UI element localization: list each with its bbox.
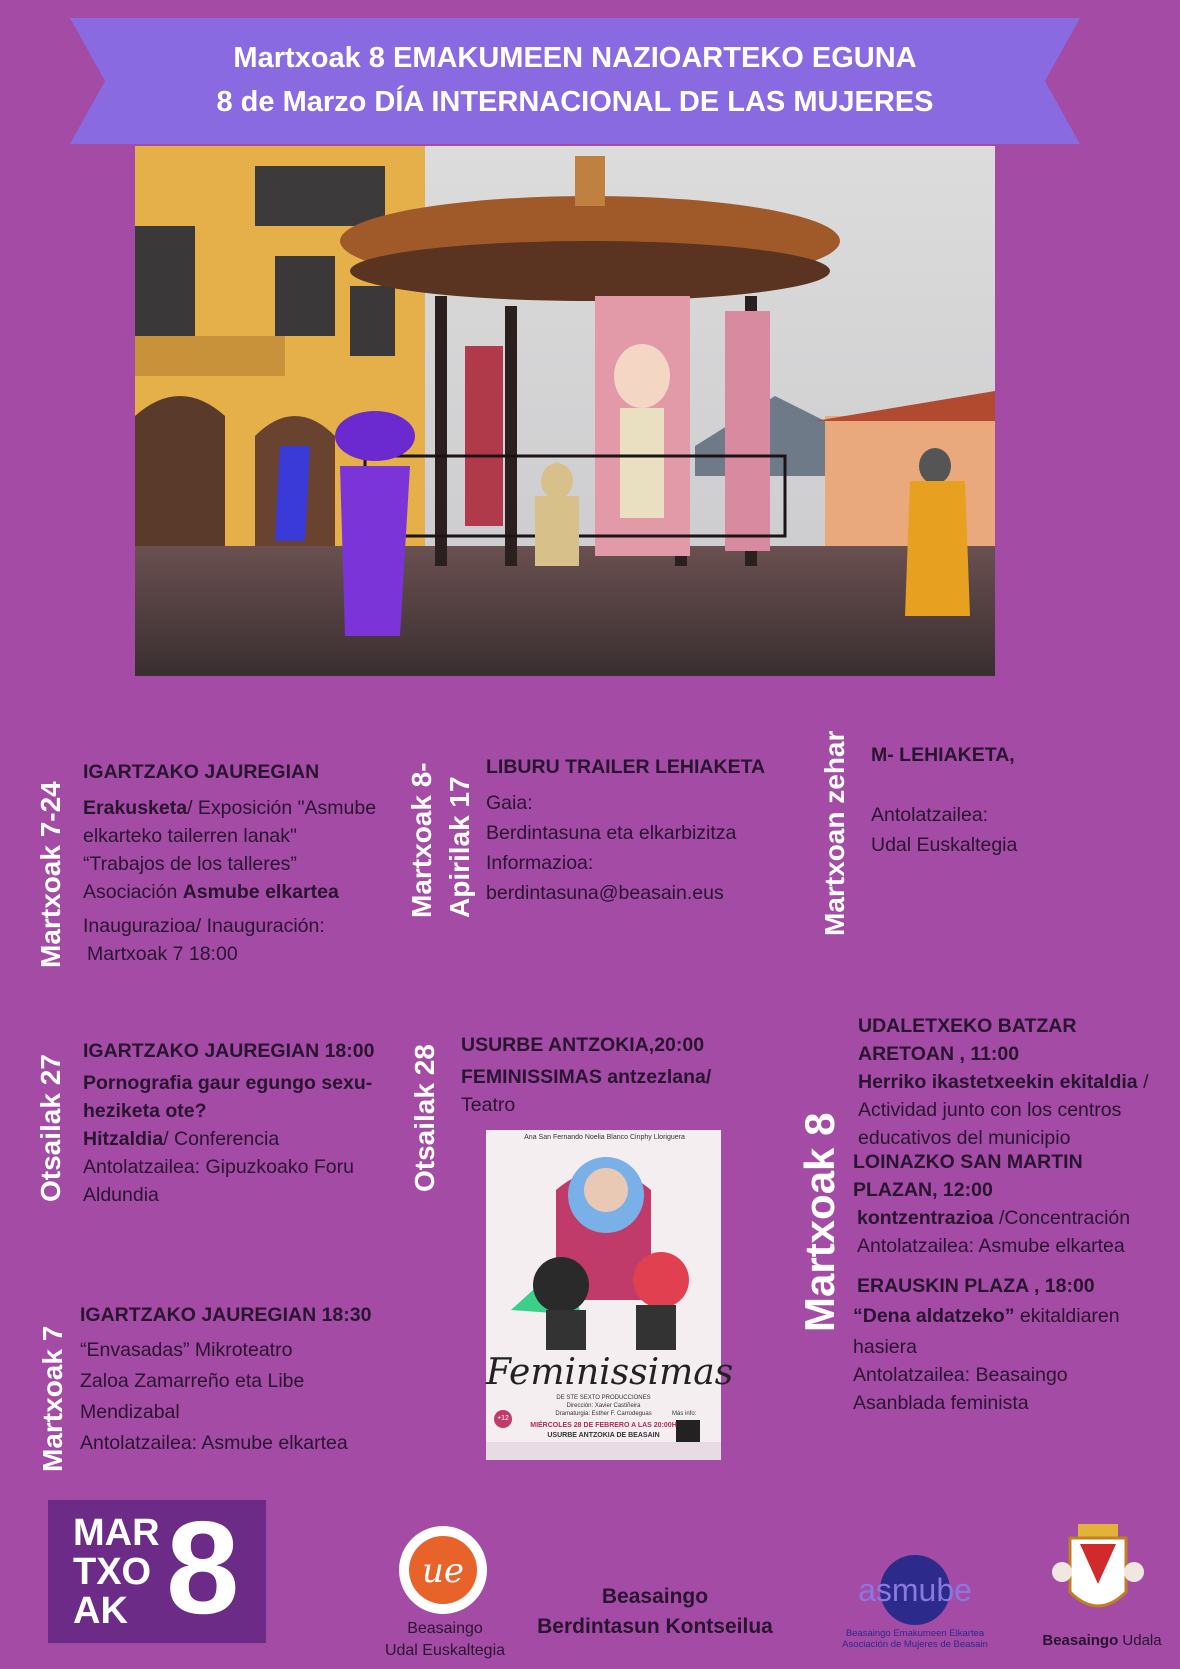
event-line: Antolatzailea: bbox=[871, 804, 989, 826]
event-title: M- LEHIAKETA, bbox=[871, 744, 1015, 766]
date-label-martxoan-zehar: Martxoan zehar bbox=[819, 730, 850, 936]
poster-age-badge: +12 bbox=[494, 1410, 512, 1428]
event-book-trailer bbox=[486, 752, 806, 908]
event-line: Pornografia gaur egungo sexu- bbox=[83, 1072, 373, 1094]
event-line: hasiera bbox=[853, 1336, 917, 1358]
equality-council: Beasaingo Berdintasun Kontseilua bbox=[537, 1585, 773, 1638]
event-line: Actividad junto con los centros bbox=[858, 1099, 1122, 1121]
event-line: “Trabajos de los talleres” bbox=[83, 853, 297, 875]
poster-credits: DE STE SEXTO PRODUCCIONES Dirección: Xavier Castiñeira Dramaturgia: Esther F. Carrodeguas bbox=[555, 1395, 652, 1417]
event-line: berdintasuna@beasain.eus bbox=[486, 882, 724, 904]
asmube-wordmark: asmube bbox=[858, 1572, 972, 1608]
event-line: Erakusketa/ Exposición "Asmube bbox=[83, 797, 377, 819]
martxoak-8-badge: MAR TXO AK 8 bbox=[48, 1500, 266, 1643]
date-label-martxoak-8: Martxoak 8 bbox=[796, 1112, 843, 1332]
poster-date: MIÉRCOLES 28 DE FEBRERO A LAS 20:00H bbox=[530, 1422, 677, 1429]
udala-caption: Beasaingo Udala bbox=[1042, 1632, 1162, 1649]
event-exhibition bbox=[83, 758, 403, 968]
event-line: Mendizabal bbox=[80, 1401, 180, 1423]
event-line: heziketa ote? bbox=[83, 1100, 207, 1122]
event-line: Hitzaldia/ Conferencia bbox=[83, 1128, 280, 1150]
event-place: IGARTZAKO JAUREGIAN bbox=[83, 761, 320, 783]
event-line: Antolatzailea: Asmube elkartea bbox=[80, 1432, 348, 1454]
event-line: Gaia: bbox=[486, 792, 533, 814]
poster-cast: Ana San Fernando Noelia Blanco Cinphy Lloriguera bbox=[524, 1134, 685, 1141]
event-line: Antolatzailea: Asmube elkartea bbox=[857, 1235, 1125, 1257]
euskaltegi-caption: Beasaingo Udal Euskaltegia bbox=[384, 1620, 506, 1659]
event-place: USURBE ANTZOKIA,20:00 bbox=[461, 1034, 705, 1056]
event-line: Asanblada feminista bbox=[853, 1392, 1029, 1414]
event-line: Teatro bbox=[461, 1094, 516, 1116]
event-line: “Dena aldatzeko” ekitaldiaren bbox=[853, 1305, 1120, 1327]
poster-title: Feminissimas bbox=[486, 1352, 734, 1393]
kiosk-photo bbox=[135, 146, 995, 676]
asmube-caption: Beasaingo Emakumeen Elkartea Asociación de Mujeres de Beasain bbox=[842, 1628, 988, 1650]
event-line: Udal Euskaltegia bbox=[871, 834, 1018, 856]
svg-text:ue: ue bbox=[421, 1551, 465, 1591]
event-line: Informazioa: bbox=[486, 852, 594, 874]
event-theatre bbox=[461, 1031, 761, 1119]
event-line: elkarteko tailerren lanak" bbox=[83, 825, 297, 847]
event-line: educativos del municipio bbox=[858, 1127, 1071, 1149]
event-m-contest bbox=[871, 740, 1151, 860]
euskaltegi-logo bbox=[398, 1525, 488, 1615]
date-label-martxoak-8-apirilak-17 bbox=[403, 762, 479, 918]
header-title-basque: Martxoak 8 EMAKUMEEN NAZIOARTEKO EGUNA bbox=[233, 42, 917, 74]
event-line: “Envasadas” Mikroteatro bbox=[80, 1339, 293, 1361]
event-place: IGARTZAKO JAUREGIAN 18:00 bbox=[83, 1040, 375, 1062]
header-title-spanish: 8 de Marzo DÍA INTERNACIONAL DE LAS MUJERES bbox=[216, 86, 934, 118]
event-line: Martxoak 7 18:00 bbox=[87, 943, 238, 965]
event-line: kontzentrazioa /Concentración bbox=[857, 1207, 1131, 1229]
event-line: Herriko ikastetxeekin ekitaldia / bbox=[858, 1071, 1149, 1093]
date-label-otsailak-27: Otsailak 27 bbox=[35, 1054, 66, 1202]
event-line: Berdintasuna eta elkarbizitza bbox=[486, 822, 737, 844]
event-march-8-activities: UDALETXEKO BATZAR ARETOAN , 11:00 Herriko ikastetxeekin ekitaldia / Actividad junto con los centros educativos del municipio bbox=[858, 1012, 1168, 1152]
event-dena-aldatzeko: ERAUSKIN PLAZA , 18:00 “Dena aldatzeko” ekitaldiaren hasiera Antolatzailea: Beasaingo Asanblada feminista bbox=[853, 1272, 1173, 1417]
date-label-otsailak-28: Otsailak 28 bbox=[409, 1044, 440, 1192]
event-line: Antolatzailea: Gipuzkoako Foru bbox=[83, 1156, 354, 1178]
event-line: Antolatzailea: Beasaingo bbox=[853, 1364, 1068, 1386]
event-concentration: LOINAZKO SAN MARTIN PLAZAN, 12:00 kontzentrazioa /Concentración Antolatzailea: Asmube elkartea bbox=[853, 1148, 1173, 1260]
udala-coat-of-arms bbox=[1048, 1522, 1148, 1626]
date-label-line2: Apirilak 17 bbox=[444, 776, 475, 918]
event-line: Aldundia bbox=[83, 1184, 159, 1206]
poster-info: Más info: bbox=[672, 1411, 697, 1417]
event-line: Asociación Asmube elkartea bbox=[83, 881, 339, 903]
banner-ribbon bbox=[70, 18, 1080, 144]
event-conference bbox=[83, 1037, 413, 1209]
event-title: LIBURU TRAILER LEHIAKETA bbox=[486, 756, 766, 778]
feminissimas-poster bbox=[486, 1130, 734, 1460]
event-microtheatre bbox=[80, 1300, 410, 1459]
event-line: Inaugurazioa/ Inauguración: bbox=[83, 915, 325, 937]
poster-venue: USURBE ANTZOKIA DE BEASAIN bbox=[547, 1432, 660, 1439]
date-label-martxoak-7-24: Martxoak 7-24 bbox=[35, 781, 66, 968]
header-banner bbox=[70, 18, 1080, 144]
event-place: IGARTZAKO JAUREGIAN 18:30 bbox=[80, 1304, 372, 1326]
date-label-line1: Martxoak 8- bbox=[406, 762, 437, 918]
event-line: Zaloa Zamarreño eta Libe bbox=[80, 1370, 305, 1392]
event-line: FEMINISSIMAS antzezlana/ bbox=[461, 1066, 712, 1088]
date-label-martxoak-7: Martxoak 7 bbox=[37, 1325, 68, 1472]
